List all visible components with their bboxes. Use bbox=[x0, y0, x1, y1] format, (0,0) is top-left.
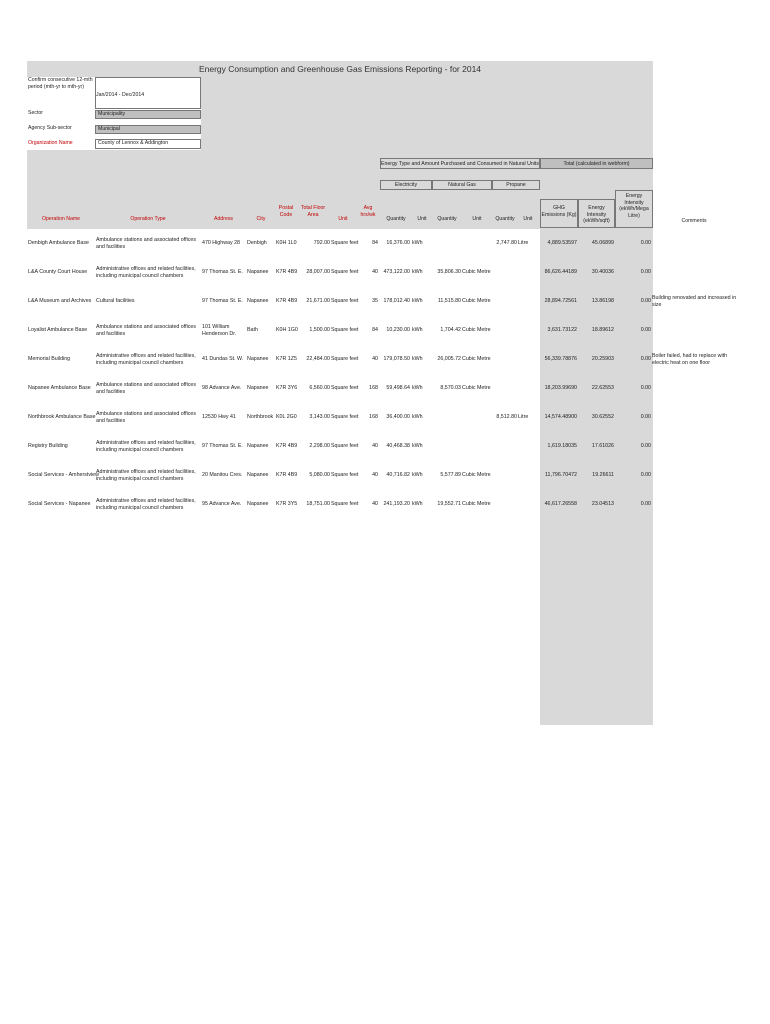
col-p-qty: Quantity bbox=[495, 216, 515, 222]
col-ghg: GHG Emissions (Kg) bbox=[540, 199, 578, 228]
sector-value[interactable]: Municipality bbox=[95, 110, 201, 119]
ghg-cell: 56,339.78876 bbox=[544, 356, 577, 362]
ghg-cell: 3,631.73122 bbox=[547, 327, 577, 333]
propane-unit-cell bbox=[518, 374, 538, 403]
propane-unit-cell bbox=[518, 432, 538, 461]
operation-name-cell: L&A Museum and Archives bbox=[28, 298, 92, 304]
unit-cell: Square feet bbox=[331, 356, 359, 362]
energy-intensity-cell: 30.40036 bbox=[591, 269, 614, 275]
electricity-qty-cell: 40,716.82 bbox=[386, 472, 410, 478]
energy-intensity-cell: 30.62552 bbox=[591, 414, 614, 420]
floor-area-cell: 18,751.00 bbox=[306, 501, 330, 507]
electricity-qty-cell: 36,400.00 bbox=[386, 414, 410, 420]
unit-cell: Square feet bbox=[331, 501, 359, 507]
electricity-header: Electricity bbox=[380, 180, 432, 190]
energy-intensity-cell: 18.89612 bbox=[591, 327, 614, 333]
operation-type-cell: Ambulance stations and associated offices and facilities bbox=[96, 323, 197, 337]
operation-type-cell: Administrative offices and related facilities, including municipal council chambers bbox=[96, 497, 196, 511]
col-city: City bbox=[256, 216, 266, 222]
address-cell: 41 Dundas St. W. bbox=[202, 356, 244, 362]
propane-unit-cell bbox=[518, 490, 538, 519]
ghg-cell: 86,626.44189 bbox=[544, 269, 577, 275]
energy-intensity-cell: 45.06899 bbox=[591, 240, 614, 246]
city-cell: Bath bbox=[247, 327, 258, 333]
operation-name-cell: Loyalist Ambulance Base bbox=[28, 327, 88, 333]
avg-hrs-cell: 40 bbox=[372, 269, 378, 275]
propane-qty-cell bbox=[492, 345, 517, 374]
electricity-unit-cell: kWh bbox=[412, 501, 423, 507]
propane-unit-cell bbox=[518, 316, 538, 345]
city-cell: Napanee bbox=[247, 356, 269, 362]
ghg-cell: 18,203.99690 bbox=[544, 385, 577, 391]
gas-unit-cell bbox=[462, 403, 492, 432]
propane-header: Propane bbox=[492, 180, 540, 190]
comment-cell: Boiler failed, had to replace with electric heat on one floor bbox=[652, 352, 728, 366]
unit-cell: Square feet bbox=[331, 385, 359, 391]
city-cell: Napanee bbox=[247, 298, 269, 304]
gas-qty-cell: 1,704.42 bbox=[440, 327, 461, 333]
report-title: Energy Consumption and Greenhouse Gas Emissions Reporting - for 2014 bbox=[27, 61, 653, 77]
electricity-unit-cell: kWh bbox=[412, 240, 423, 246]
city-cell: Napanee bbox=[247, 269, 269, 275]
propane-unit-cell: Litre bbox=[518, 240, 529, 246]
energy-intensity-mega-cell: 0.00 bbox=[640, 269, 651, 275]
gas-unit-cell: Cubic Metre bbox=[462, 472, 491, 478]
subsector-label: Agency Sub-sector bbox=[28, 125, 72, 131]
operation-type-cell: Administrative offices and related facilities, including municipal council chambers bbox=[96, 352, 196, 366]
ghg-cell: 14,574.48900 bbox=[544, 414, 577, 420]
city-cell: Northbrook bbox=[247, 414, 274, 420]
comment-cell bbox=[652, 229, 738, 258]
unit-cell: Square feet bbox=[331, 240, 359, 246]
propane-qty-cell: 8,512.80 bbox=[496, 414, 517, 420]
address-cell: 20 Manitou Cres. bbox=[202, 472, 243, 478]
sector-label: Sector bbox=[28, 110, 43, 116]
floor-area-cell: 792.00 bbox=[313, 240, 330, 246]
gas-qty-cell bbox=[432, 432, 461, 461]
header-background bbox=[201, 77, 653, 150]
floor-area-cell: 6,560.00 bbox=[309, 385, 330, 391]
propane-unit-cell bbox=[518, 258, 538, 287]
col-postal: Postal Code bbox=[278, 205, 294, 218]
electricity-qty-cell: 16,376.00 bbox=[386, 240, 410, 246]
gas-qty-cell: 26,005.72 bbox=[437, 356, 461, 362]
col-e-qty: Quantity bbox=[386, 216, 406, 222]
electricity-qty-cell: 473,122.00 bbox=[383, 269, 410, 275]
electricity-unit-cell: kWh bbox=[412, 414, 423, 420]
comment-cell bbox=[652, 432, 738, 461]
postal-cell: K0L 2G0 bbox=[276, 414, 297, 420]
electricity-unit-cell: kWh bbox=[412, 443, 423, 449]
postal-cell: K7R 1Z5 bbox=[276, 356, 297, 362]
energy-intensity-mega-cell: 0.00 bbox=[640, 240, 651, 246]
postal-cell: K7R 4B9 bbox=[276, 443, 298, 449]
col-energy-intensity-mega: Energy Intensity (ekWh/Mega Litre) bbox=[615, 190, 653, 228]
comment-cell: Building renovated and increased in size bbox=[652, 294, 737, 308]
col-unit: Unit bbox=[338, 216, 348, 222]
floor-area-cell: 5,080.00 bbox=[309, 472, 330, 478]
avg-hrs-cell: 40 bbox=[372, 443, 378, 449]
operation-name-cell: Memorial Building bbox=[28, 356, 71, 362]
energy-intensity-mega-cell: 0.00 bbox=[640, 385, 651, 391]
avg-hrs-cell: 84 bbox=[372, 327, 378, 333]
gas-unit-cell bbox=[462, 229, 492, 258]
postal-cell: K0H 1L0 bbox=[276, 240, 297, 246]
energy-intensity-mega-cell: 0.00 bbox=[640, 327, 651, 333]
propane-unit-cell bbox=[518, 287, 538, 316]
gas-qty-cell bbox=[432, 229, 461, 258]
operation-type-cell: Cultural facilities bbox=[96, 298, 135, 304]
postal-cell: K7R 4B9 bbox=[276, 472, 298, 478]
unit-cell: Square feet bbox=[331, 327, 359, 333]
energy-intensity-mega-cell: 0.00 bbox=[640, 356, 651, 362]
col-p-unit: Unit bbox=[523, 216, 533, 222]
propane-qty-cell bbox=[492, 258, 517, 287]
avg-hrs-cell: 40 bbox=[372, 472, 378, 478]
city-cell: Denbigh bbox=[247, 240, 267, 246]
postal-cell: K0H 1G0 bbox=[276, 327, 298, 333]
electricity-qty-cell: 241,193.20 bbox=[383, 501, 410, 507]
org-label: Organization Name bbox=[28, 140, 73, 146]
floor-area-cell: 3,143.00 bbox=[309, 414, 330, 420]
gas-unit-cell: Cubic Metre bbox=[462, 385, 491, 391]
unit-cell: Square feet bbox=[331, 414, 359, 420]
col-energy-intensity: Energy Intensity (ekWh/sqft) bbox=[578, 199, 615, 228]
comment-cell bbox=[652, 258, 738, 287]
ghg-cell: 4,889.53597 bbox=[547, 240, 577, 246]
electricity-qty-cell: 59,498.64 bbox=[386, 385, 410, 391]
period-value-box bbox=[95, 77, 201, 109]
gas-qty-cell: 19,552.71 bbox=[437, 501, 461, 507]
postal-cell: K7R 4B9 bbox=[276, 269, 298, 275]
comment-cell bbox=[652, 403, 738, 432]
floor-area-cell: 21,671.00 bbox=[306, 298, 330, 304]
col-operation-name: Operation Name bbox=[41, 216, 81, 222]
comment-cell bbox=[652, 490, 738, 519]
energy-intensity-cell: 13.86198 bbox=[591, 298, 614, 304]
col-address: Address bbox=[213, 216, 234, 222]
operation-name-cell: Napanee Ambulance Base bbox=[28, 385, 91, 391]
propane-qty-cell bbox=[492, 461, 517, 490]
operation-type-cell: Ambulance stations and associated offices and facilities bbox=[96, 410, 197, 424]
address-cell: 97 Thomas St. E. bbox=[202, 298, 243, 304]
address-cell: 97 Thomas St. E. bbox=[202, 269, 243, 275]
energy-intensity-cell: 20.25903 bbox=[591, 356, 614, 362]
energy-intensity-cell: 22.62553 bbox=[591, 385, 614, 391]
electricity-qty-cell: 178,012.40 bbox=[383, 298, 410, 304]
operation-type-cell: Ambulance stations and associated offices and facilities bbox=[96, 381, 197, 395]
energy-intensity-mega-cell: 0.00 bbox=[640, 472, 651, 478]
city-cell: Napanee bbox=[247, 385, 269, 391]
period-value[interactable]: Jan/2014 - Dec/2014 bbox=[96, 92, 200, 108]
unit-cell: Square feet bbox=[331, 472, 359, 478]
unit-cell: Square feet bbox=[331, 443, 359, 449]
col-avg-hrs: Avg hrs/wk bbox=[360, 205, 376, 218]
org-value[interactable]: County of Lennox & Addington bbox=[95, 139, 201, 149]
col-g-unit: Unit bbox=[472, 216, 482, 222]
comment-cell bbox=[652, 461, 738, 490]
gas-qty-cell: 35,806.30 bbox=[437, 269, 461, 275]
operation-type-cell: Administrative offices and related facilities, including municipal council chambers bbox=[96, 439, 196, 453]
avg-hrs-cell: 40 bbox=[372, 356, 378, 362]
col-comments: Comments bbox=[681, 218, 707, 224]
operation-type-cell: Ambulance stations and associated offices and facilities bbox=[96, 236, 197, 250]
avg-hrs-cell: 84 bbox=[372, 240, 378, 246]
propane-qty-cell bbox=[492, 432, 517, 461]
postal-cell: K7R 4B9 bbox=[276, 298, 298, 304]
operation-name-cell: L&A County Court House bbox=[28, 269, 88, 275]
propane-qty-cell bbox=[492, 374, 517, 403]
electricity-qty-cell: 179,078.50 bbox=[383, 356, 410, 362]
energy-intensity-cell: 23.04513 bbox=[591, 501, 614, 507]
electricity-qty-cell: 10,230.00 bbox=[386, 327, 410, 333]
energy-intensity-mega-cell: 0.00 bbox=[640, 443, 651, 449]
operation-name-cell: Northbrook Ambulance Base bbox=[28, 414, 96, 420]
electricity-unit-cell: kWh bbox=[412, 327, 423, 333]
electricity-unit-cell: kWh bbox=[412, 298, 423, 304]
electricity-unit-cell: kWh bbox=[412, 356, 423, 362]
operation-type-cell: Administrative offices and related facilities, including municipal council chambers bbox=[96, 265, 196, 279]
propane-qty-cell bbox=[492, 490, 517, 519]
col-g-qty: Quantity bbox=[437, 216, 457, 222]
unit-cell: Square feet bbox=[331, 298, 359, 304]
energy-intensity-cell: 17.61026 bbox=[591, 443, 614, 449]
operation-name-cell: Registry Building bbox=[28, 443, 68, 449]
address-cell: 95 Advance Ave. bbox=[202, 501, 242, 507]
avg-hrs-cell: 168 bbox=[369, 385, 378, 391]
avg-hrs-cell: 40 bbox=[372, 501, 378, 507]
address-cell: 98 Advance Ave. bbox=[202, 385, 242, 391]
propane-unit-cell: Litre bbox=[518, 414, 529, 420]
electricity-qty-cell: 40,468.38 bbox=[386, 443, 410, 449]
gas-qty-cell: 11,515.80 bbox=[437, 298, 461, 304]
electricity-unit-cell: kWh bbox=[412, 269, 423, 275]
gas-unit-cell: Cubic Metre bbox=[462, 356, 491, 362]
propane-qty-cell bbox=[492, 316, 517, 345]
period-label: Confirm consecutive 12-mth period (mth-yr to mth-yr) bbox=[28, 77, 94, 109]
natural-gas-header: Natural Gas bbox=[432, 180, 492, 190]
gas-unit-cell: Cubic Metre bbox=[462, 501, 491, 507]
electricity-unit-cell: kWh bbox=[412, 472, 423, 478]
gas-unit-cell: Cubic Metre bbox=[462, 327, 491, 333]
col-operation-type: Operation Type bbox=[130, 216, 166, 222]
operation-name-cell: Social Services - Amherstview bbox=[28, 472, 99, 478]
gas-unit-cell: Cubic Metre bbox=[462, 269, 491, 275]
gas-unit-cell: Cubic Metre bbox=[462, 298, 491, 304]
comment-cell bbox=[652, 316, 738, 345]
electricity-unit-cell: kWh bbox=[412, 385, 423, 391]
floor-area-cell: 28,007.00 bbox=[306, 269, 330, 275]
energy-intensity-mega-cell: 0.00 bbox=[640, 298, 651, 304]
address-cell: 101 William Henderson Dr. bbox=[202, 323, 237, 337]
gas-qty-cell bbox=[432, 403, 461, 432]
floor-area-cell: 1,500.00 bbox=[309, 327, 330, 333]
col-e-unit: Unit bbox=[417, 216, 427, 222]
city-cell: Napanee bbox=[247, 501, 269, 507]
ghg-cell: 11,796.70472 bbox=[544, 472, 577, 478]
energy-group-header: Energy Type and Amount Purchased and Consumed in Natural Units bbox=[380, 158, 540, 169]
col-floor-area: Total Floor Area bbox=[300, 205, 326, 218]
city-cell: Napanee bbox=[247, 443, 269, 449]
propane-unit-cell bbox=[518, 345, 538, 374]
floor-area-cell: 22,484.00 bbox=[306, 356, 330, 362]
operation-type-cell: Administrative offices and related facilities, including municipal council chambers bbox=[96, 468, 196, 482]
energy-intensity-mega-cell: 0.00 bbox=[640, 414, 651, 420]
propane-qty-cell: 2,747.80 bbox=[496, 240, 517, 246]
ghg-cell: 46,617.26558 bbox=[544, 501, 577, 507]
energy-intensity-mega-cell: 0.00 bbox=[640, 501, 651, 507]
propane-qty-cell bbox=[492, 287, 517, 316]
operation-name-cell: Denbigh Ambulance Base bbox=[28, 240, 89, 246]
ghg-cell: 28,894.72561 bbox=[544, 298, 577, 304]
gas-unit-cell bbox=[462, 432, 492, 461]
address-cell: 12530 Hwy 41 bbox=[202, 414, 236, 420]
avg-hrs-cell: 35 bbox=[372, 298, 378, 304]
total-group-header: Total (calculated in webform) bbox=[540, 158, 653, 169]
address-cell: 470 Highway 28 bbox=[202, 240, 240, 246]
gas-qty-cell: 8,570.03 bbox=[440, 385, 461, 391]
gas-qty-cell: 5,577.89 bbox=[440, 472, 461, 478]
ghg-cell: 1,619.18035 bbox=[547, 443, 577, 449]
operation-name-cell: Social Services - Napanee bbox=[28, 501, 91, 507]
propane-unit-cell bbox=[518, 461, 538, 490]
energy-intensity-cell: 19.26611 bbox=[592, 472, 614, 478]
city-cell: Napanee bbox=[247, 472, 269, 478]
postal-cell: K7R 3Y6 bbox=[276, 385, 298, 391]
floor-area-cell: 2,298.00 bbox=[309, 443, 330, 449]
avg-hrs-cell: 168 bbox=[369, 414, 378, 420]
comment-cell bbox=[652, 374, 738, 403]
address-cell: 97 Thomas St. E. bbox=[202, 443, 243, 449]
unit-cell: Square feet bbox=[331, 269, 359, 275]
subsector-value[interactable]: Municipal bbox=[95, 125, 201, 134]
postal-cell: K7R 3Y5 bbox=[276, 501, 298, 507]
